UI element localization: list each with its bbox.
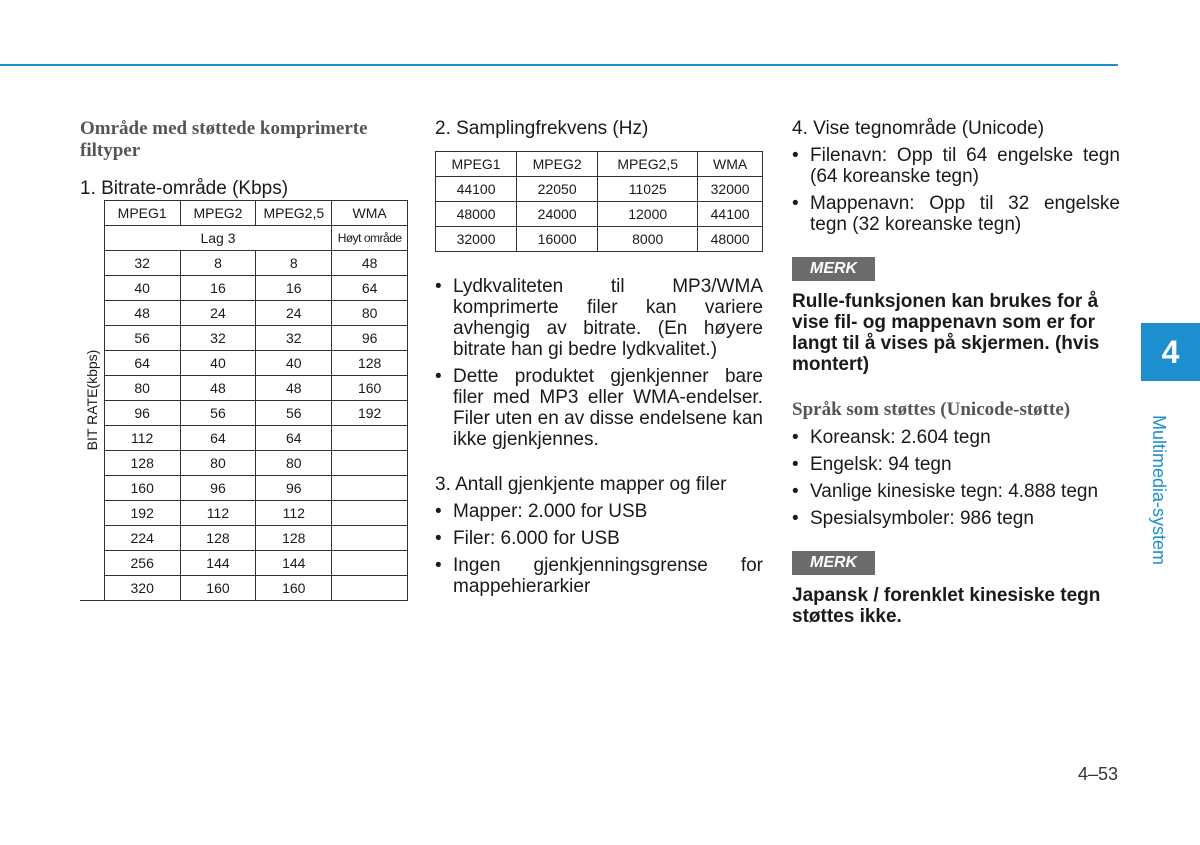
table-row <box>436 177 763 202</box>
table-cell: 32 <box>256 326 332 351</box>
table-cell: 8 <box>180 251 256 276</box>
page-number: 4–53 <box>1078 764 1119 784</box>
table-cell: 96 <box>332 326 408 351</box>
table-cell: 32000 <box>436 227 517 252</box>
column-header: MPEG2 <box>180 201 256 226</box>
table-row <box>436 202 763 227</box>
table-cell <box>332 551 408 576</box>
table-cell: 56 <box>180 401 256 426</box>
table-cell: 80 <box>104 376 180 401</box>
list-item: • Mapper: 2.000 for USB <box>435 501 763 522</box>
section-heading: Område med støttede komprimerte filtyper <box>80 118 368 161</box>
column-header: MPEG2,5 <box>598 152 698 177</box>
note-text: Japansk / forenklet kinesiske tegn støttes ikke. <box>792 585 1101 627</box>
chapter-tab: 4 <box>1141 323 1200 381</box>
table-cell: 192 <box>332 401 408 426</box>
table-cell: 8 <box>256 251 332 276</box>
chapter-label: Multimedia-system <box>1149 415 1169 566</box>
table-cell: 224 <box>104 526 180 551</box>
table-cell: 11025 <box>598 177 698 202</box>
list-item: • Spesialsymboler: 986 tegn <box>792 508 1120 529</box>
table-cell: 48 <box>256 376 332 401</box>
table-row <box>80 426 408 451</box>
list-item: • Ingen gjenkjenningsgrense for mappehierarkier <box>435 555 763 597</box>
table-cell: 16000 <box>517 227 598 252</box>
language-heading: Språk som støttes (Unicode-støtte) <box>792 399 1071 420</box>
table-cell: 128 <box>180 526 256 551</box>
table-row <box>80 526 408 551</box>
wma-range-label: Høyt område <box>332 226 408 251</box>
table-cell: 16 <box>256 276 332 301</box>
table-cell <box>332 426 408 451</box>
table-row <box>80 476 408 501</box>
table-cell: 96 <box>180 476 256 501</box>
table-row <box>80 576 408 601</box>
note-badge: MERK <box>792 551 875 575</box>
table-cell: 112 <box>256 501 332 526</box>
table-cell <box>332 576 408 601</box>
table-cell: 64 <box>104 351 180 376</box>
note-badge: MERK <box>792 257 875 281</box>
bitrate-table <box>80 200 408 601</box>
table-cell: 160 <box>180 576 256 601</box>
table-row <box>436 227 763 252</box>
layer-label: Lag 3 <box>104 226 331 251</box>
table-cell: 44100 <box>698 202 763 227</box>
table-cell: 48 <box>332 251 408 276</box>
table-row <box>80 326 408 351</box>
table-cell: 24000 <box>517 202 598 227</box>
table-cell: 32 <box>104 251 180 276</box>
table-row <box>80 276 408 301</box>
column-header: WMA <box>332 201 408 226</box>
language-bullets <box>792 427 1120 529</box>
table-cell: 112 <box>180 501 256 526</box>
table-cell: 40 <box>104 276 180 301</box>
table-cell: 64 <box>180 426 256 451</box>
table-cell: 144 <box>180 551 256 576</box>
table-row <box>80 351 408 376</box>
table-cell: 160 <box>256 576 332 601</box>
table-cell: 160 <box>104 476 180 501</box>
column-header: MPEG1 <box>436 152 517 177</box>
column-header: MPEG1 <box>104 201 180 226</box>
count-title: 3. Antall gjenkjente mapper og filer <box>435 474 727 495</box>
note-text: Rulle-funksjonen kan brukes for å vise fil- og mappenavn som er for langt til å vises på skjermen. (hvis montert) <box>792 291 1100 375</box>
table-cell: 128 <box>104 451 180 476</box>
bitrate-title: 1. Bitrate-område (Kbps) <box>80 178 289 199</box>
table-cell: 22050 <box>517 177 598 202</box>
unicode-title: 4. Vise tegnområde (Unicode) <box>792 118 1045 139</box>
table-cell: 16 <box>180 276 256 301</box>
table-cell: 64 <box>256 426 332 451</box>
table-cell: 80 <box>256 451 332 476</box>
table-cell <box>332 451 408 476</box>
table-row <box>80 251 408 276</box>
table-cell: 80 <box>180 451 256 476</box>
table-cell: 128 <box>332 351 408 376</box>
table-cell: 8000 <box>598 227 698 252</box>
table-cell: 24 <box>256 301 332 326</box>
table-cell: 144 <box>256 551 332 576</box>
unicode-bullets <box>792 145 1120 235</box>
table-cell: 48 <box>180 376 256 401</box>
table-row <box>80 376 408 401</box>
table-row <box>80 301 408 326</box>
table-cell: 64 <box>332 276 408 301</box>
quality-bullets <box>435 276 763 450</box>
list-item: • Vanlige kinesiske tegn: 4.888 tegn <box>792 481 1120 502</box>
table-cell: 40 <box>180 351 256 376</box>
table-cell: 56 <box>104 326 180 351</box>
table-cell: 256 <box>104 551 180 576</box>
column-header: WMA <box>698 152 763 177</box>
table-cell: 56 <box>256 401 332 426</box>
table-cell <box>332 501 408 526</box>
count-bullets <box>435 501 763 597</box>
column-right <box>792 118 1120 627</box>
table-cell <box>332 476 408 501</box>
list-item: • Koreansk: 2.604 tegn <box>792 427 1120 448</box>
table-cell: 12000 <box>598 202 698 227</box>
column-middle <box>435 118 763 603</box>
table-cell: 80 <box>332 301 408 326</box>
sampling-table <box>435 151 763 252</box>
column-left <box>80 118 408 596</box>
table-cell: 24 <box>180 301 256 326</box>
table-cell: 160 <box>332 376 408 401</box>
axis-label-cell <box>80 201 104 601</box>
table-row <box>80 451 408 476</box>
table-cell: 112 <box>104 426 180 451</box>
list-item: • Filer: 6.000 for USB <box>435 528 763 549</box>
table-cell <box>332 526 408 551</box>
sampling-title: 2. Samplingfrekvens (Hz) <box>435 118 649 139</box>
list-item: • Filenavn: Opp til 64 engelske tegn (64 koreanske tegn) <box>792 145 1120 187</box>
table-cell: 48 <box>104 301 180 326</box>
list-item: • Mappenavn: Opp til 32 engelske tegn (32 koreanske tegn) <box>792 193 1120 235</box>
table-cell: 48000 <box>436 202 517 227</box>
table-row <box>80 551 408 576</box>
table-cell: 32 <box>180 326 256 351</box>
list-item: • Dette produktet gjenkjenner bare filer med MP3 eller WMA-endelser. Filer uten en av disse endelsene kan ikke gjenkjennes. <box>435 366 763 450</box>
list-item: • Lydkvaliteten til MP3/WMA komprimerte filer kan variere avhengig av bitrate. (En høyere bitrate han gi bedre lydkvalitet.) <box>435 276 763 360</box>
table-cell: 320 <box>104 576 180 601</box>
table-cell: 192 <box>104 501 180 526</box>
column-header: MPEG2,5 <box>256 201 332 226</box>
column-header: MPEG2 <box>517 152 598 177</box>
table-row <box>80 501 408 526</box>
header-rule <box>0 64 1118 66</box>
table-cell: 128 <box>256 526 332 551</box>
table-cell: 44100 <box>436 177 517 202</box>
table-cell: 96 <box>104 401 180 426</box>
table-cell: 48000 <box>698 227 763 252</box>
table-cell: 32000 <box>698 177 763 202</box>
table-row <box>80 401 408 426</box>
table-cell: 40 <box>256 351 332 376</box>
table-cell: 96 <box>256 476 332 501</box>
list-item: • Engelsk: 94 tegn <box>792 454 1120 475</box>
axis-label: BIT RATE(kbps) <box>83 349 100 451</box>
